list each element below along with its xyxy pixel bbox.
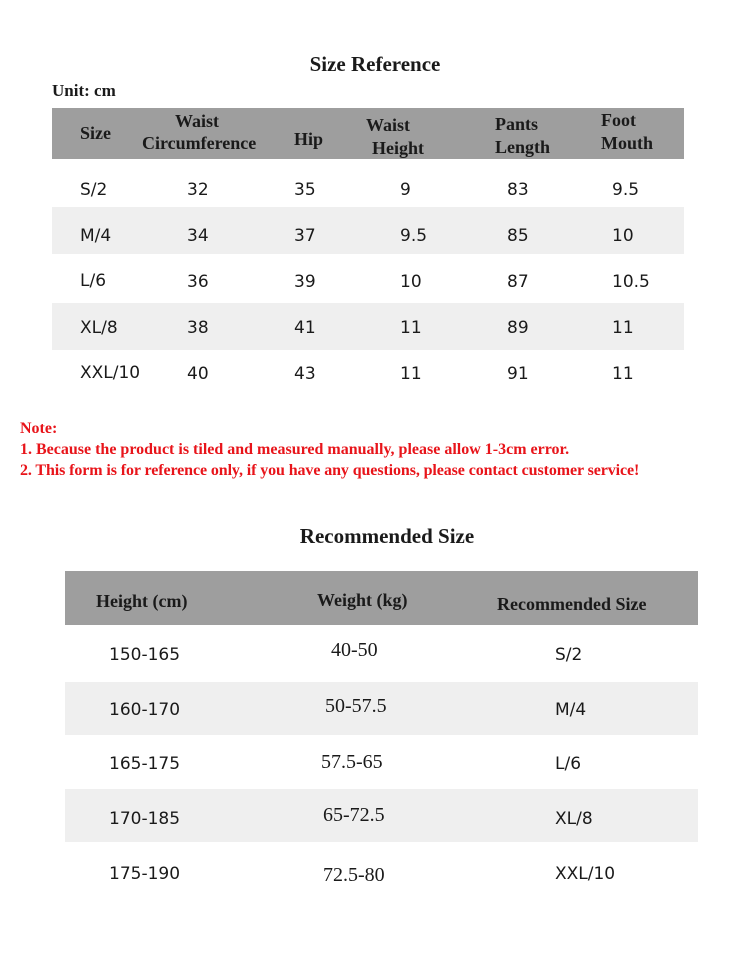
cell-waist: 32	[187, 180, 209, 200]
cell-pants-length: 83	[507, 180, 529, 200]
cell-weight: 65-72.5	[323, 804, 385, 826]
header-pants-length-line1: Pants	[495, 114, 539, 134]
cell-waist-height: 10	[400, 272, 422, 292]
cell-hip: 39	[294, 272, 316, 292]
recommended-size-title: Recommended Size	[299, 524, 475, 548]
unit-label: Unit: cm	[52, 81, 116, 100]
cell-pants-length: 87	[507, 272, 529, 292]
cell-recommended-size: M/4	[555, 700, 587, 720]
header-waist-circumference-line1: Waist	[175, 111, 220, 131]
cell-waist-height: 11	[400, 318, 422, 338]
cell-size: XXL/10	[80, 363, 141, 383]
header-foot-mouth-line2: Mouth	[601, 133, 654, 153]
header-pants-length-line2: Length	[495, 137, 551, 157]
cell-recommended-size: L/6	[555, 754, 582, 774]
cell-foot-mouth: 10.5	[612, 272, 650, 292]
cell-waist-height: 9.5	[400, 226, 428, 246]
cell-waist: 40	[187, 364, 209, 384]
cell-waist: 34	[187, 226, 209, 246]
cell-height: 170-185	[109, 809, 181, 829]
header-foot-mouth-line1: Foot	[601, 110, 636, 130]
cell-foot-mouth: 10	[612, 226, 634, 246]
cell-waist-height: 11	[400, 364, 422, 384]
cell-hip: 35	[294, 180, 316, 200]
cell-height: 150-165	[109, 645, 181, 665]
cell-hip: 37	[294, 226, 316, 246]
cell-height: 160-170	[109, 700, 181, 720]
cell-foot-mouth: 11	[612, 318, 634, 338]
cell-weight: 40-50	[331, 639, 378, 661]
header-hip: Hip	[294, 129, 324, 149]
size-reference-title: Size Reference	[309, 52, 441, 76]
cell-height: 175-190	[109, 864, 181, 884]
cell-size: S/2	[80, 180, 108, 200]
header-weight: Weight (kg)	[317, 590, 408, 610]
note-line-2: 2. This form is for reference only, if you have any questions, please contact customer service!	[20, 462, 640, 479]
cell-waist: 36	[187, 272, 209, 292]
header-waist-height-line2: Height	[372, 138, 424, 158]
cell-foot-mouth: 11	[612, 364, 634, 384]
header-size: Size	[80, 123, 111, 143]
header-recommended-size: Recommended Size	[497, 594, 647, 614]
note-line-1: 1. Because the product is tiled and measured manually, please allow 1-3cm error.	[20, 441, 570, 458]
cell-hip: 41	[294, 318, 316, 338]
cell-recommended-size: XL/8	[555, 809, 593, 829]
row-stripe	[52, 207, 684, 254]
cell-weight: 72.5-80	[323, 864, 385, 886]
cell-weight: 57.5-65	[321, 751, 383, 773]
cell-size: M/4	[80, 226, 112, 246]
cell-pants-length: 91	[507, 364, 529, 384]
cell-hip: 43	[294, 364, 316, 384]
header-waist-height-line1: Waist	[366, 115, 411, 135]
cell-pants-length: 85	[507, 226, 529, 246]
cell-weight: 50-57.5	[325, 695, 387, 717]
header-height: Height (cm)	[96, 591, 188, 611]
cell-waist-height: 9	[400, 180, 411, 200]
cell-waist: 38	[187, 318, 209, 338]
cell-pants-length: 89	[507, 318, 529, 338]
note-label: Note:	[20, 420, 58, 437]
cell-recommended-size: XXL/10	[555, 864, 616, 884]
cell-foot-mouth: 9.5	[612, 180, 640, 200]
cell-size: XL/8	[80, 318, 118, 338]
row-stripe	[52, 303, 684, 350]
cell-recommended-size: S/2	[555, 645, 583, 665]
header-waist-circumference-line2: Circumference	[142, 133, 257, 153]
cell-height: 165-175	[109, 754, 181, 774]
cell-size: L/6	[80, 271, 107, 291]
